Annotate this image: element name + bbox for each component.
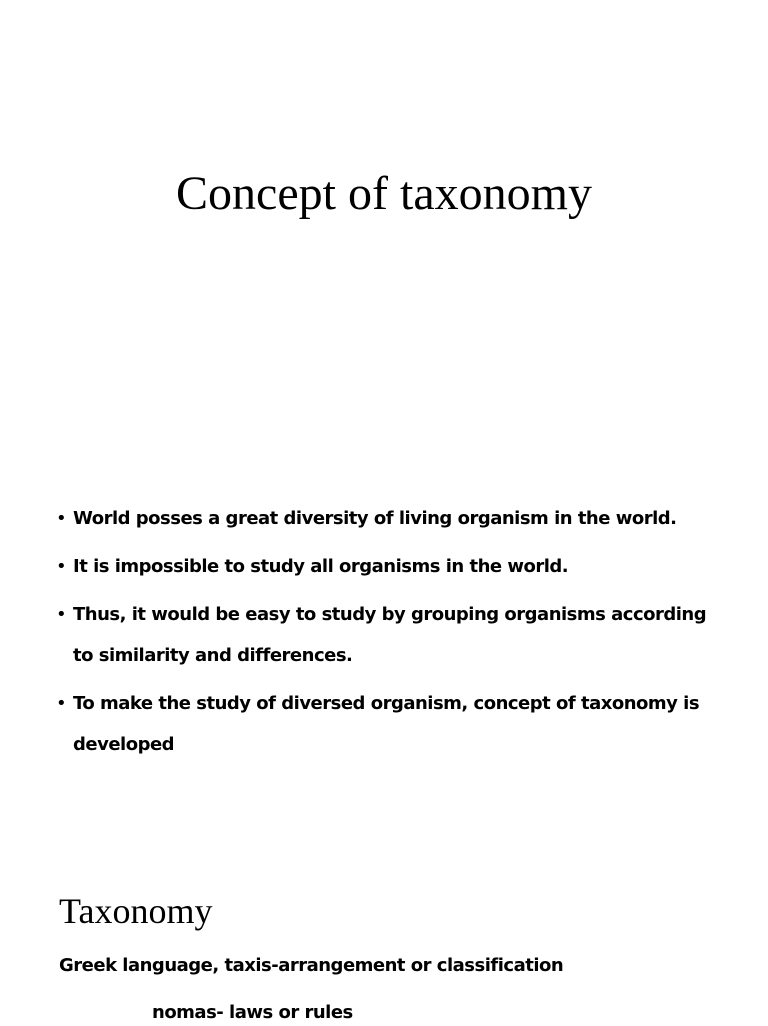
bullet-text: Thus, it would be easy to study by grouping organisms according to similarity and differences. <box>73 604 707 666</box>
section-heading: Taxonomy <box>59 891 213 931</box>
bullet-text: It is impossible to study all organisms in the world. <box>73 556 569 577</box>
bullet-dot-icon: • <box>56 604 67 625</box>
bullet-list <box>56 498 716 772</box>
bullet-dot-icon: • <box>56 508 67 529</box>
definition-line: Greek language, taxis-arrangement or classification <box>59 955 564 976</box>
bullet-item <box>56 546 716 587</box>
bullet-dot-icon: • <box>56 556 67 577</box>
bullet-text: World posses a great diversity of living organism in the world. <box>73 508 677 529</box>
bullet-item <box>56 683 716 765</box>
slide-title: Concept of taxonomy <box>176 167 592 220</box>
bullet-item <box>56 498 716 539</box>
bullet-dot-icon: • <box>56 693 67 714</box>
bullet-item <box>56 594 716 676</box>
bullet-text: To make the study of diversed organism, concept of taxonomy is developed <box>73 693 700 755</box>
definition-line: nomas- laws or rules <box>152 1002 353 1023</box>
